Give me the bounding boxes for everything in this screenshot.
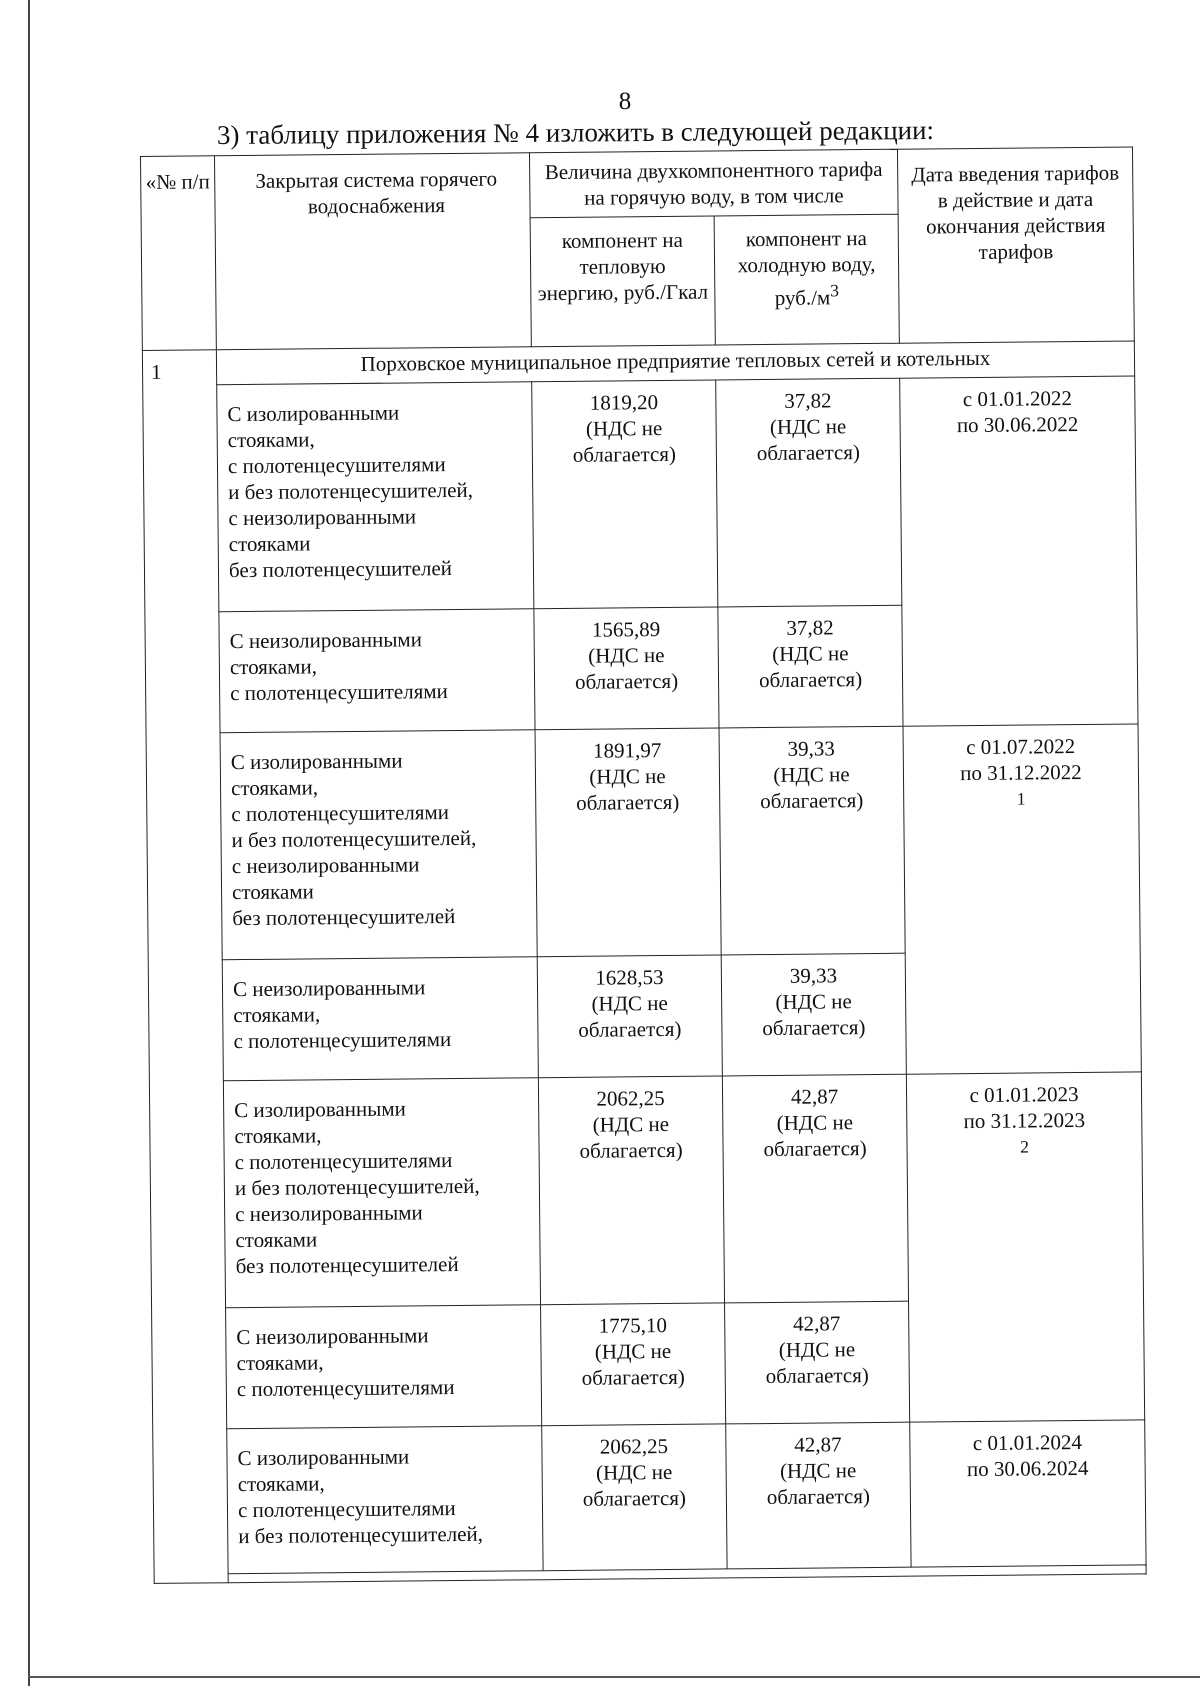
table-row xyxy=(149,1072,1143,1309)
tariff-period xyxy=(900,376,1138,726)
cell-text-line: (НДС не xyxy=(779,1458,857,1483)
system-description-short xyxy=(226,1305,542,1429)
cell-text-line: (НДС не xyxy=(592,1111,670,1137)
date-line xyxy=(908,758,1135,819)
cell-text-line: 1 xyxy=(1016,788,1026,809)
cold-component-value xyxy=(719,726,905,955)
cell-text-line: стояками, xyxy=(234,1123,322,1149)
cell-text-line: с полотенцесушителями xyxy=(236,1375,455,1402)
tariff-period xyxy=(906,1072,1144,1422)
cold-component-value xyxy=(725,1301,910,1424)
cold-component-value xyxy=(716,378,902,607)
cell-text-line: с полотенцесушителями xyxy=(231,800,450,827)
cell-text-line: (НДС не xyxy=(775,989,852,1014)
header-heat-component: компонент на тепловую энергию, руб./Гкал xyxy=(530,216,715,347)
row-number: 1 xyxy=(142,350,228,1584)
cell-text-line: 1565,89 xyxy=(591,617,661,642)
cell-text-line: 1819,20 xyxy=(589,390,659,415)
cell-text-line: (НДС не xyxy=(585,415,663,441)
organization-name: Порховское муниципальное предприятие тепловых сетей и котельных xyxy=(216,341,1134,385)
cell-text-line: стояками, xyxy=(230,775,319,801)
cell-text-line: С неизолированными xyxy=(236,1323,429,1350)
cell-text-line: 39,33 xyxy=(787,736,835,761)
scan-edge-left xyxy=(28,0,30,1686)
cell-text-line: облагается) xyxy=(756,440,861,466)
heat-component-value xyxy=(542,1424,727,1571)
system-description-long xyxy=(217,382,534,612)
cell-text-line: с неизолированными xyxy=(231,852,420,879)
cell-text-line: стояками xyxy=(228,531,311,557)
cell-text-line: облагается) xyxy=(758,667,863,693)
cell-text-line: С изолированными xyxy=(230,748,403,775)
tariff-table-wrapper xyxy=(140,146,1147,1583)
cell-text-line: с 01.01.2024 xyxy=(972,1430,1083,1456)
cell-text-line: (НДС не xyxy=(772,641,849,666)
cell-text-line: по 31.12.2022 xyxy=(960,759,1082,786)
cell-text-line: 42,87 xyxy=(794,1432,842,1457)
cell-text-line: без полотенцесушителей xyxy=(228,556,453,583)
table-row xyxy=(143,376,1137,613)
cell-text-line: С изолированными xyxy=(227,400,400,427)
table-row xyxy=(146,724,1140,961)
cell-text-line: и без полотенцесушителей, xyxy=(228,477,474,505)
page-number: 8 xyxy=(618,88,632,115)
cell-text-line: 2062,25 xyxy=(596,1086,665,1111)
heat-component-value xyxy=(541,1303,726,1426)
tariff-period xyxy=(910,1420,1146,1567)
heat-component-value xyxy=(534,607,719,730)
heat-component-value xyxy=(538,1076,724,1305)
cell-text-line: облагается) xyxy=(576,789,680,815)
cell-text-line: 1775,10 xyxy=(598,1312,667,1338)
cell-text-line: облагается) xyxy=(766,1484,871,1510)
cell-text-line: облагается) xyxy=(574,668,679,694)
cell-text-line: стояками, xyxy=(229,654,317,680)
cell-text-line: с 01.01.2023 xyxy=(969,1082,1079,1108)
cell-text-line: по 31.12.2023 xyxy=(963,1107,1086,1134)
cell-text-line: облагается) xyxy=(760,788,864,814)
heat-component-value xyxy=(535,728,721,957)
cell-text-line: С неизолированными xyxy=(229,627,423,654)
cell-text-line: и без полотенцесушителей, xyxy=(234,1173,480,1201)
cell-text-line: без полотенцесушителей xyxy=(235,1251,459,1279)
cold-component-value xyxy=(718,605,903,728)
date-line xyxy=(904,411,1130,439)
cell-text-line: (НДС не xyxy=(778,1337,856,1362)
tariff-period xyxy=(903,724,1141,1074)
system-description-short xyxy=(222,957,538,1081)
table-row xyxy=(153,1420,1146,1575)
cell-text-line: 37,82 xyxy=(784,388,832,413)
cell-text-line: 1891,97 xyxy=(592,738,662,763)
cell-text-line: облагается) xyxy=(582,1485,687,1511)
header-dates: Дата введения тарифов в действие и дата окончания действия тарифов xyxy=(897,147,1134,343)
cell-text-line: облагается) xyxy=(762,1015,866,1041)
cell-text-line: (НДС не xyxy=(595,1459,673,1485)
tariff-table xyxy=(140,146,1147,1583)
cell-text-line: по 30.06.2024 xyxy=(966,1455,1089,1482)
cell-text-line: С изолированными xyxy=(234,1096,406,1123)
date-line xyxy=(911,1106,1138,1167)
cell-text-line: (НДС не xyxy=(589,763,666,789)
date-line xyxy=(915,1454,1141,1482)
cell-text-line: (НДС не xyxy=(594,1338,672,1364)
cell-text-line: и без полотенцесушителей, xyxy=(238,1521,484,1549)
cell-text-line: с полотенцесушителями xyxy=(230,679,448,706)
cell-text-line: с 01.07.2022 xyxy=(966,734,1076,760)
cell-text-line: стояками, xyxy=(236,1350,324,1376)
table-body xyxy=(142,341,1146,1583)
cell-text-line: с 01.01.2022 xyxy=(962,386,1073,412)
heat-component-value xyxy=(532,380,718,609)
cell-text-line: (НДС не xyxy=(769,414,847,439)
cell-text-line: облагается) xyxy=(581,1364,685,1390)
system-description-long xyxy=(220,730,537,960)
cell-text-line: облагается) xyxy=(578,1016,682,1042)
header-cold-component xyxy=(714,214,899,345)
cell-text-line: (НДС не xyxy=(776,1110,854,1135)
cell-text-line: 37,82 xyxy=(786,615,834,640)
cell-text-line: стояками xyxy=(231,879,314,905)
cell-text-line: с неизолированными xyxy=(228,504,417,531)
cell-text-line: (НДС не xyxy=(588,642,665,668)
scan-edge-bottom xyxy=(28,1676,1200,1678)
cell-text-line: облагается) xyxy=(765,1363,869,1389)
cell-text-line: стояками xyxy=(235,1227,318,1253)
cell-text-line: С неизолированными xyxy=(232,975,426,1002)
system-description-partial xyxy=(227,1426,543,1574)
cell-text-line: облагается) xyxy=(579,1137,683,1163)
cell-text-line: с полотенцесушителями xyxy=(227,452,446,479)
cell-text-line: с полотенцесушителями xyxy=(233,1027,452,1054)
cell-text-line: 39,33 xyxy=(789,963,838,988)
header-number: «№ п/п xyxy=(141,156,217,351)
cell-text-line: с неизолированными xyxy=(235,1200,423,1227)
cell-text-line: без полотенцесушителей xyxy=(232,904,456,931)
cell-text-line: 1628,53 xyxy=(595,965,664,990)
cell-text-line: стояками, xyxy=(237,1471,325,1497)
heat-component-value xyxy=(537,955,722,1078)
cell-text-line: 42,87 xyxy=(792,1311,841,1336)
cell-text-line: стояками, xyxy=(233,1002,321,1028)
intro-line: 3) таблицу приложения № 4 изложить в следующей редакции: xyxy=(216,114,935,150)
cell-text-line: 42,87 xyxy=(790,1084,839,1109)
system-description-long xyxy=(223,1078,540,1308)
cell-text-line: (НДС не xyxy=(773,762,850,787)
cell-text-line: по 30.06.2022 xyxy=(956,412,1079,438)
cell-text-line: с полотенцесушителями xyxy=(237,1496,456,1523)
cell-text-line: облагается) xyxy=(763,1136,867,1162)
cell-text-line: с полотенцесушителями xyxy=(234,1148,453,1175)
system-description-short xyxy=(219,609,535,733)
cell-text-line: (НДС не xyxy=(591,990,668,1016)
header-row-1 xyxy=(141,147,1134,222)
header-cold-sup: 3 xyxy=(830,280,840,301)
cold-component-value xyxy=(726,1422,911,1569)
cell-text-line: и без полотенцесушителей, xyxy=(231,825,477,853)
cold-component-value xyxy=(722,1074,908,1303)
header-tariff: Величина двухкомпонентного тарифа на горячую воду, в том числе xyxy=(529,149,898,218)
cell-text-line: стояками, xyxy=(227,427,315,453)
cell-text-line: С изолированными xyxy=(237,1444,410,1471)
cell-text-line: 2062,25 xyxy=(599,1433,669,1459)
header-cold-text: компонент на холодную воду, руб./м xyxy=(737,226,876,310)
cell-text-line: 2 xyxy=(1020,1136,1030,1157)
cold-component-value xyxy=(721,953,906,1076)
cell-text-line: облагается) xyxy=(572,441,677,467)
header-system: Закрытая система горячего водоснабжения xyxy=(215,153,532,350)
